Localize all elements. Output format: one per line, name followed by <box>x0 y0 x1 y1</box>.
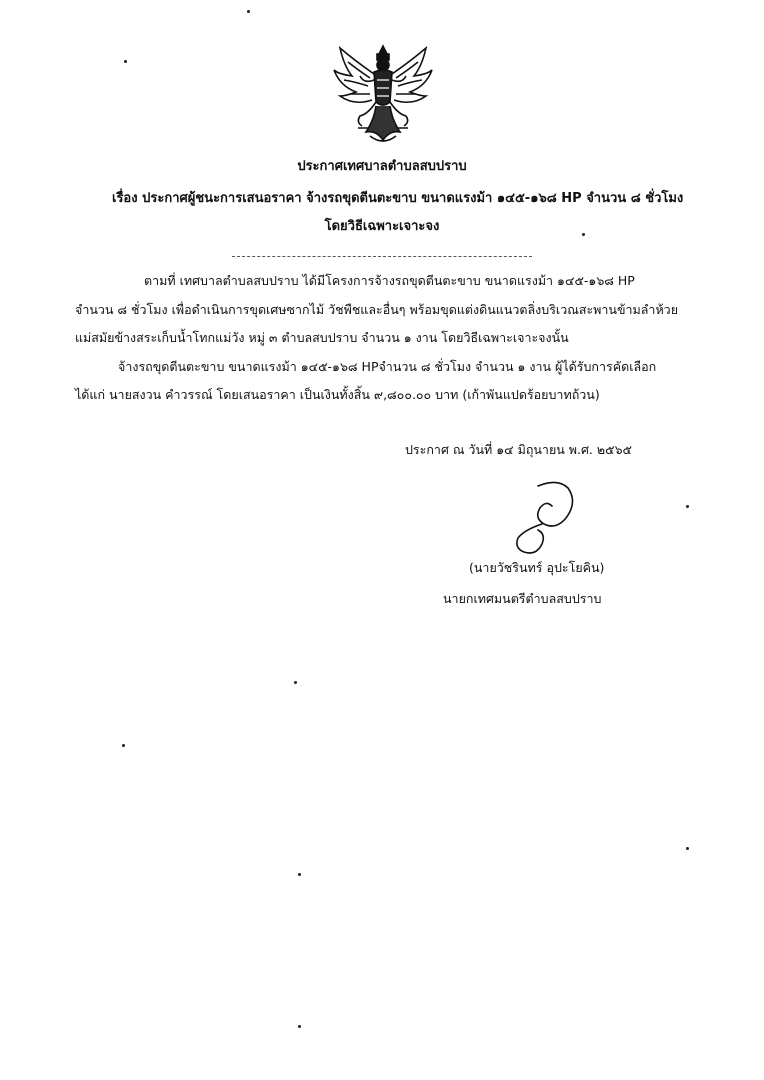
signer-position: นายกเทศมนตรีตำบลสบปราบ <box>443 591 602 606</box>
handwritten-signature <box>508 478 586 560</box>
scan-speck <box>686 505 689 508</box>
scan-speck <box>124 60 127 63</box>
body-paragraph-2-line-2: ได้แก่ นายสงวน คำวรรณ์ โดยเสนอราคา เป็นเงินทั้งสิ้น ๙,๘๐๐.๐๐ บาท (เก้าพันแปดร้อยบาทถ้วน) <box>75 387 600 402</box>
signer-name: (นายวัชรินทร์ อุปะโยคิน) <box>469 560 605 575</box>
scan-speck <box>686 847 689 850</box>
scan-speck <box>298 873 301 876</box>
body-paragraph-1-line-3: แม่สมัยข้างสระเก็บน้ำโทกแม่วัง หมู่ ๓ ตำบลสบปราบ จำนวน ๑ งาน โดยวิธีเฉพาะเจาะจงนั้น <box>75 330 569 345</box>
announcement-title: ประกาศเทศบาลตำบลสบปราบ <box>297 159 467 174</box>
garuda-emblem-icon <box>330 40 436 148</box>
body-paragraph-2-line-1: จ้างรถขุดตีนตะขาบ ขนาดแรงม้า ๑๔๕-๑๖๘ HPจำนวน ๘ ชั่วโมง จำนวน ๑ งาน ผู้ได้รับการคัดเลือก <box>118 359 657 374</box>
scan-speck <box>247 10 250 13</box>
scan-speck <box>294 681 297 684</box>
scan-speck <box>298 1025 301 1028</box>
body-paragraph-1-line-2: จำนวน ๘ ชั่วโมง เพื่อดำเนินการขุดเศษซากไม้ วัชพืชและอื่นๆ พร้อมขุดแต่งดินแนวตลิ่งบริเวณสะพานข้ามลำห้วย <box>75 302 679 317</box>
subject-line-continuation: โดยวิธีเฉพาะเจาะจง <box>324 219 440 234</box>
body-paragraph-1-line-1: ตามที่ เทศบาลตำบลสบปราบ ได้มีโครงการจ้างรถขุดตีนตะขาบ ขนาดแรงม้า ๑๔๕-๑๖๘ HP <box>144 273 635 288</box>
separator-rule <box>232 256 532 257</box>
scan-speck <box>582 233 585 236</box>
subject-line: เรื่อง ประกาศผู้ชนะการเสนอราคา จ้างรถขุดตีนตะขาบ ขนาดแรงม้า ๑๔๕-๑๖๘ HP จำนวน ๘ ชั่วโมง <box>112 191 684 206</box>
scan-speck <box>122 744 125 747</box>
announcement-date: ประกาศ ณ วันที่ ๑๔ มิถุนายน พ.ศ. ๒๕๖๕ <box>405 442 632 457</box>
